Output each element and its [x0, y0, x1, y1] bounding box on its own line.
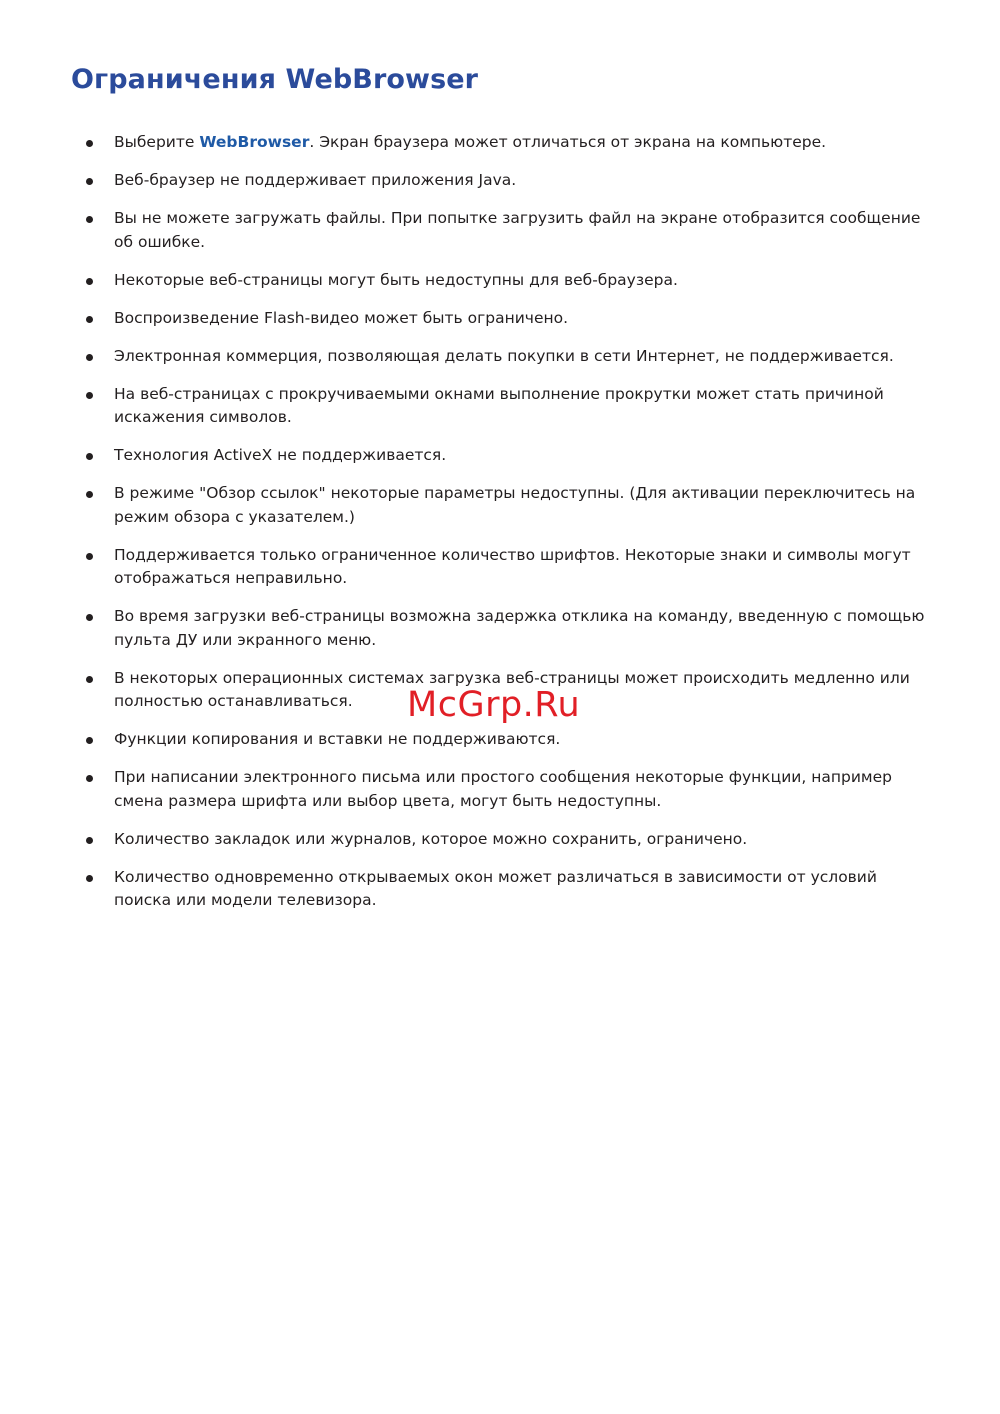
list-item-text: В некоторых операционных системах загрузка веб-страницы может происходить медленно или полностью останавливаться. [114, 668, 910, 710]
list-item [0, 544, 934, 591]
list-item [0, 207, 934, 254]
list-item-text: Некоторые веб-страницы могут быть недоступны для веб-браузера. [114, 270, 678, 289]
list-item-text: Количество закладок или журналов, которое можно сохранить, ограничено. [114, 829, 748, 848]
list-item [0, 482, 934, 529]
bullet-icon [86, 316, 93, 323]
list-item [0, 169, 934, 193]
list-item-text: Воспроизведение Flash-видео может быть ограничено. [114, 308, 569, 327]
bullet-icon [86, 354, 93, 361]
list-item-text: Во время загрузки веб-страницы возможна задержка отклика на команду, введенную с помощью пульта ДУ или экранного меню. [114, 607, 925, 649]
list-item-text: Вы не можете загружать файлы. При попытке загрузить файл на экране отобразится сообщение об ошибке. [114, 209, 921, 251]
bullet-icon [86, 775, 93, 782]
bullet-icon [86, 140, 93, 147]
list-item [0, 828, 934, 852]
page-title: Ограничения WebBrowser [71, 64, 479, 95]
list-item-text: На веб-страницах с прокручиваемыми окнами выполнение прокрутки может стать причиной искажения символов. [114, 384, 884, 426]
bullet-icon [86, 278, 93, 285]
bullet-icon [86, 216, 93, 223]
bullet-icon [86, 491, 93, 498]
bullet-icon [86, 875, 93, 882]
list-item [0, 269, 934, 293]
list-item [0, 131, 934, 155]
list-item [0, 766, 934, 813]
bullet-icon [86, 392, 93, 399]
bullet-icon [86, 737, 93, 744]
limitations-list [0, 131, 1000, 927]
list-item-text: Технология ActiveX не поддерживается. [114, 446, 447, 464]
list-item-text: Поддерживается только ограниченное количество шрифтов. Некоторые знаки и символы могут отображаться неправильно. [114, 545, 911, 587]
list-item-text-suffix: . Экран браузера может отличаться от экрана на компьютере. [309, 133, 827, 151]
list-item [0, 444, 934, 468]
watermark: McGrp.Ru [407, 685, 581, 725]
bullet-icon [86, 837, 93, 844]
list-item [0, 866, 934, 913]
list-item [0, 307, 934, 331]
list-item-text: Веб-браузер не поддерживает приложения Java. [114, 171, 517, 189]
list-item-text: Количество одновременно открываемых окон может различаться в зависимости от условий поиска или модели телевизора. [114, 867, 877, 909]
bullet-icon [86, 178, 93, 185]
webbrowser-highlight: WebBrowser [199, 133, 310, 151]
list-item [0, 728, 934, 752]
bullet-icon [86, 453, 93, 460]
list-item [0, 605, 934, 652]
bullet-icon [86, 553, 93, 560]
bullet-icon [86, 614, 93, 621]
list-item-text: В режиме "Обзор ссылок" некоторые параметры недоступны. (Для активации переключитесь на режим обзора с указателем.) [114, 484, 916, 526]
list-item [0, 345, 934, 369]
list-item-text: Электронная коммерция, позволяющая делать покупки в сети Интернет, не поддерживается. [114, 346, 894, 365]
list-item-text-prefix: Выберите [114, 133, 200, 151]
list-item-text: Функции копирования и вставки не поддерживаются. [114, 730, 561, 748]
bullet-icon [86, 676, 93, 683]
list-item-text: При написании электронного письма или простого сообщения некоторые функции, например смена размера шрифта или выбор цвета, могут быть недоступны. [114, 768, 892, 810]
list-item [0, 383, 934, 430]
